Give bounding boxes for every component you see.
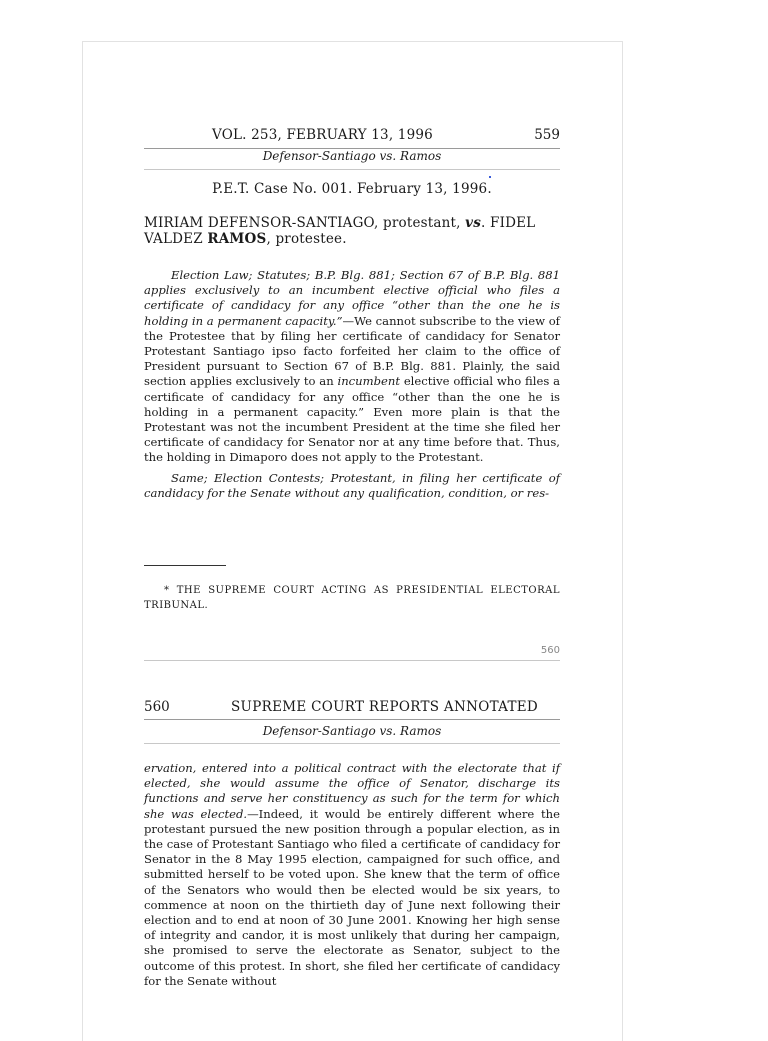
syllabus-paragraph-2 [144, 471, 560, 501]
syllabus [144, 268, 560, 501]
respondent-surname: RAMOS [207, 231, 267, 247]
report-header: SUPREME COURT REPORTS ANNOTATED [231, 699, 539, 715]
page-break-rule [144, 660, 560, 661]
page-number: 559 [534, 127, 560, 143]
syllabus-1-text-cont: elective official who files a certificate of candidacy for any office “other than the one he is holding in a permanent capacity.” Even more plain is that the Protestant was not the incumbent President at the time she filed her certificate of candidacy for Senator nor at any time before that. Thus, the holding in Dimaporo does not apply to the Protestant. [144, 374, 560, 465]
footnote-text: * THE SUPREME COURT ACTING AS PRESIDENTIAL ELECTORAL TRIBUNAL. [144, 585, 560, 611]
syllabus-2-lead: Same; Election Contests; Protestant, in filing her certificate of candidacy for the Senate without any qualification, condition, or res- [144, 470, 560, 500]
footnote [144, 583, 560, 613]
versus: vs [465, 215, 482, 231]
syllabus-1-emphasis: incumbent [337, 374, 401, 389]
caption-rule-2 [144, 743, 560, 744]
syllabus-paragraph-1 [144, 268, 560, 466]
case-caption: Defensor-Santiago vs. Ramos [262, 149, 442, 163]
case-number: P.E.T. Case No. 001. February 13, 1996. [212, 181, 492, 197]
respondent-role: , protestee. [266, 231, 347, 247]
case-caption-2: Defensor-Santiago vs. Ramos [262, 724, 442, 738]
continuation-text: —Indeed, it would be entirely different where the protestant pursued the new position through a popular election, as in the case of Protestant Santiago who filed a certificate of candidacy for Senator in the 8 May 1995 election, campaigned for such office, and submitted herself to be voted upon. She knew that the term of office of the Senators who would then be elected would be six years, to commence at noon on the thirtieth day of June next following their election and to end at noon of 30 June 2001. Knowing her high sense of integrity and candor, it is most unlikely that during her campaign, she promised to serve the electorate as Senator, subject to the outcome of this protest. In short, she filed her certificate of candidacy for the Senate without [144, 806, 560, 988]
respondent-name: . FIDEL VALDEZ [144, 215, 536, 247]
protestant-role: , protestant, [374, 215, 466, 231]
link-marker [489, 176, 491, 178]
syllabus-1-text: —We cannot subscribe to the view of the Protestee that by filing her certificate of candidacy for Senator Protestant Santiago ipso facto forfeited her claim to the office of President pursuant to Section 67 of B.P. Blg. 881. Plainly, the said section applies exclusively to an [144, 313, 560, 389]
header-rule-2 [144, 719, 560, 720]
caption-rule [144, 169, 560, 170]
footnote-rule [144, 565, 226, 566]
page-number-2: 560 [144, 699, 170, 715]
page-break-marker: 560 [540, 645, 560, 656]
syllabus-1-lead: Election Law; Statutes; B.P. Blg. 881; Section 67 of B.P. Blg. 881 applies exclusively to an incumbent elective official who files a certificate of candidacy for any office “other than the one he is holding in a permanent capacity.” [144, 268, 560, 328]
continuation-paragraph [144, 761, 560, 989]
protestant-name: MIRIAM DEFENSOR-SANTIAGO [144, 215, 375, 231]
volume-header: VOL. 253, FEBRUARY 13, 1996 [212, 127, 433, 143]
continuation-italic: ervation, entered into a political contract with the electorate that if elected, she would assume the office of Senator, discharge its functions and serve her constituency as such for the term for which she was elected. [144, 761, 560, 821]
body-continuation [144, 761, 560, 989]
parties [144, 215, 560, 247]
